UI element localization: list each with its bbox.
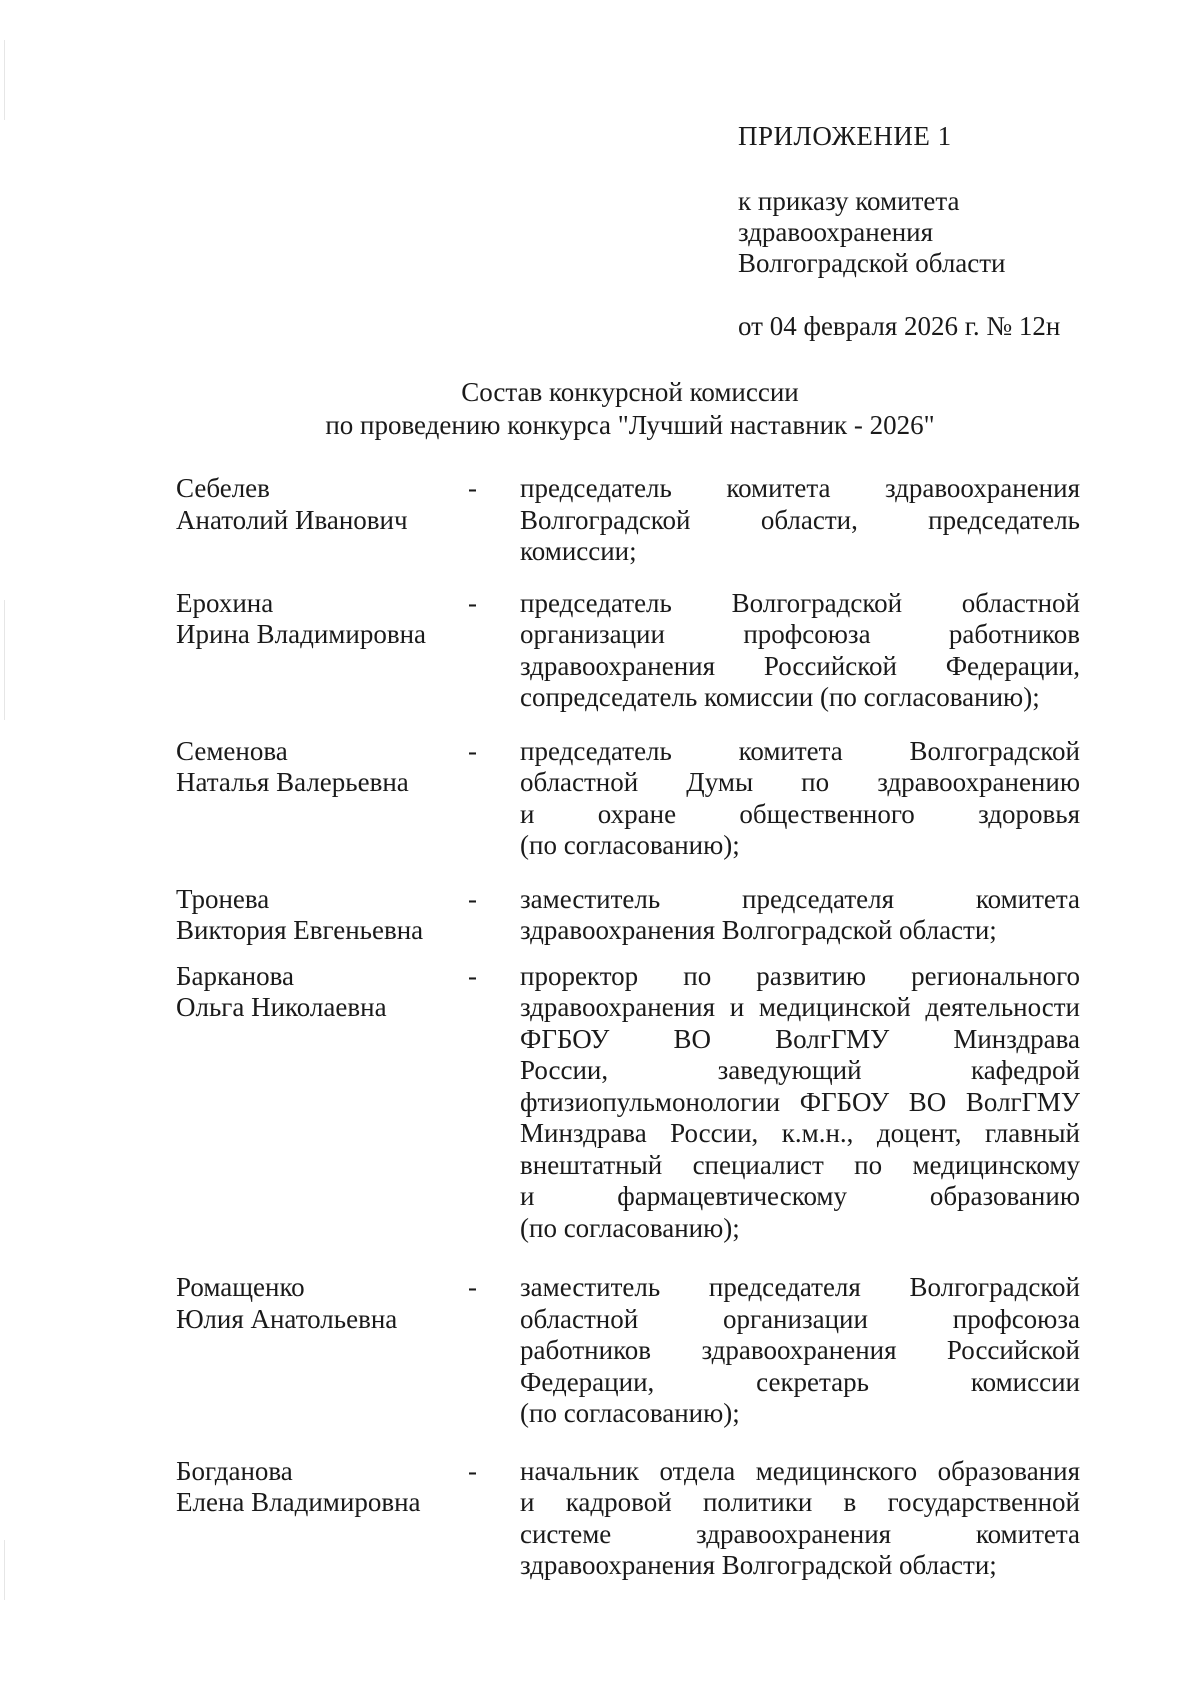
scan-edge-line bbox=[4, 40, 5, 120]
member-role bbox=[520, 884, 1080, 947]
member-surname: Ерохина bbox=[176, 587, 274, 618]
appendix-order-line: здравоохранения bbox=[738, 217, 934, 247]
member-surname: Семенова bbox=[176, 735, 288, 766]
heading-line: Состав конкурсной комиссии bbox=[461, 377, 799, 407]
member-entry bbox=[176, 884, 1096, 947]
member-role bbox=[520, 1456, 1080, 1582]
member-surname: Тронева bbox=[176, 883, 270, 914]
member-role-line: Минздрава России, к.м.н., доцент, главный bbox=[520, 1118, 1080, 1148]
member-given-names: Виктория Евгеньевна bbox=[176, 915, 424, 945]
member-entry bbox=[176, 961, 1096, 1245]
member-role-line: председатель Волгоградской областной bbox=[520, 587, 1080, 618]
member-given-names: Елена Владимировна bbox=[176, 1487, 421, 1517]
member-role-line: заместитель председателя комитета bbox=[520, 883, 1080, 914]
member-name bbox=[176, 588, 466, 651]
member-given-names: Анатолий Иванович bbox=[176, 504, 408, 535]
member-role bbox=[520, 588, 1080, 714]
member-role-line: областной Думы по здравоохранению bbox=[520, 767, 1080, 797]
member-entry bbox=[176, 1456, 1096, 1582]
member-role-line: (по согласованию); bbox=[520, 830, 740, 860]
member-surname: Себелев bbox=[176, 473, 270, 503]
member-role-line: ФГБОУ ВО ВолгГМУ Минздрава bbox=[520, 1023, 1080, 1054]
appendix-title-text: ПРИЛОЖЕНИЕ 1 bbox=[738, 121, 952, 151]
member-role-line: здравоохранения Российской Федерации, bbox=[520, 650, 1080, 681]
member-dash: - bbox=[468, 1272, 477, 1302]
member-role-line: областной организации профсоюза bbox=[520, 1303, 1080, 1334]
member-role bbox=[520, 473, 1080, 568]
member-role-line: здравоохранения Волгоградской области; bbox=[520, 1550, 997, 1580]
member-name bbox=[176, 1272, 466, 1335]
member-dash: - bbox=[468, 1455, 477, 1486]
member-dash: - bbox=[468, 883, 477, 914]
member-dash: - bbox=[468, 473, 477, 503]
appendix-order-line: к приказу комитета bbox=[738, 186, 960, 216]
member-name bbox=[176, 473, 466, 536]
scan-edge-line bbox=[4, 600, 5, 720]
member-role-line: сопредседатель комиссии (по согласованию); bbox=[520, 682, 1040, 712]
member-role-line: Волгоградской области, председатель bbox=[520, 504, 1080, 535]
member-dash: - bbox=[468, 960, 477, 991]
member-role-line: системе здравоохранения комитета bbox=[520, 1518, 1080, 1549]
member-role-line: здравоохранения и медицинской деятельности bbox=[520, 992, 1080, 1022]
heading-line: по проведению конкурса "Лучший наставник - 2026" bbox=[325, 410, 935, 440]
member-name bbox=[176, 961, 466, 1024]
member-role-line: и фармацевтическому образованию bbox=[520, 1181, 1080, 1211]
member-entry bbox=[176, 473, 1096, 568]
document-heading bbox=[0, 376, 1200, 442]
member-role-line: проректор по развитию регионального bbox=[520, 960, 1080, 991]
member-role-line: заместитель председателя Волгоградской bbox=[520, 1272, 1080, 1302]
member-role-line: организации профсоюза работников bbox=[520, 619, 1080, 649]
member-role bbox=[520, 736, 1080, 862]
member-role-line: фтизиопульмонологии ФГБОУ ВО ВолгГМУ bbox=[520, 1086, 1080, 1117]
appendix-date bbox=[738, 311, 1158, 342]
member-role-line: председатель комитета Волгоградской bbox=[520, 735, 1080, 766]
member-role-line: здравоохранения Волгоградской области; bbox=[520, 915, 997, 945]
member-dash: - bbox=[468, 735, 477, 766]
member-given-names: Ольга Николаевна bbox=[176, 992, 387, 1022]
member-role-line: комиссии; bbox=[520, 536, 637, 566]
member-surname: Богданова bbox=[176, 1455, 293, 1486]
member-entry bbox=[176, 1272, 1096, 1430]
member-surname: Ромащенко bbox=[176, 1272, 305, 1302]
member-role-line: (по согласованию); bbox=[520, 1212, 740, 1243]
appendix-title bbox=[738, 121, 1158, 152]
member-role bbox=[520, 1272, 1080, 1430]
appendix-order-reference bbox=[738, 186, 1158, 279]
appendix-order-line: Волгоградской области bbox=[738, 248, 1006, 278]
member-name bbox=[176, 1456, 466, 1519]
member-role-line: и охране общественного здоровья bbox=[520, 798, 1080, 829]
scan-edge-line bbox=[4, 1540, 5, 1600]
member-role-line: (по согласованию); bbox=[520, 1398, 740, 1428]
member-role-line: России, заведующий кафедрой bbox=[520, 1055, 1080, 1085]
member-role-line: и кадровой политики в государственной bbox=[520, 1487, 1080, 1517]
member-entry bbox=[176, 736, 1096, 862]
member-given-names: Ирина Владимировна bbox=[176, 619, 427, 649]
member-role-line: внештатный специалист по медицинскому bbox=[520, 1149, 1080, 1180]
member-role-line: работников здравоохранения Российской bbox=[520, 1335, 1080, 1365]
appendix-date-text: от 04 февраля 2026 г. № 12н bbox=[738, 311, 1061, 341]
member-entry bbox=[176, 588, 1096, 714]
member-dash: - bbox=[468, 587, 477, 618]
member-role bbox=[520, 961, 1080, 1245]
member-given-names: Наталья Валерьевна bbox=[176, 767, 409, 797]
member-surname: Барканова bbox=[176, 960, 295, 991]
member-given-names: Юлия Анатольевна bbox=[176, 1303, 398, 1334]
member-role-line: председатель комитета здравоохранения bbox=[520, 473, 1080, 503]
commission-members-list bbox=[176, 473, 1096, 1600]
member-name bbox=[176, 736, 466, 799]
member-name bbox=[176, 884, 466, 947]
member-role-line: начальник отдела медицинского образования bbox=[520, 1455, 1080, 1486]
member-role-line: Федерации, секретарь комиссии bbox=[520, 1366, 1080, 1397]
